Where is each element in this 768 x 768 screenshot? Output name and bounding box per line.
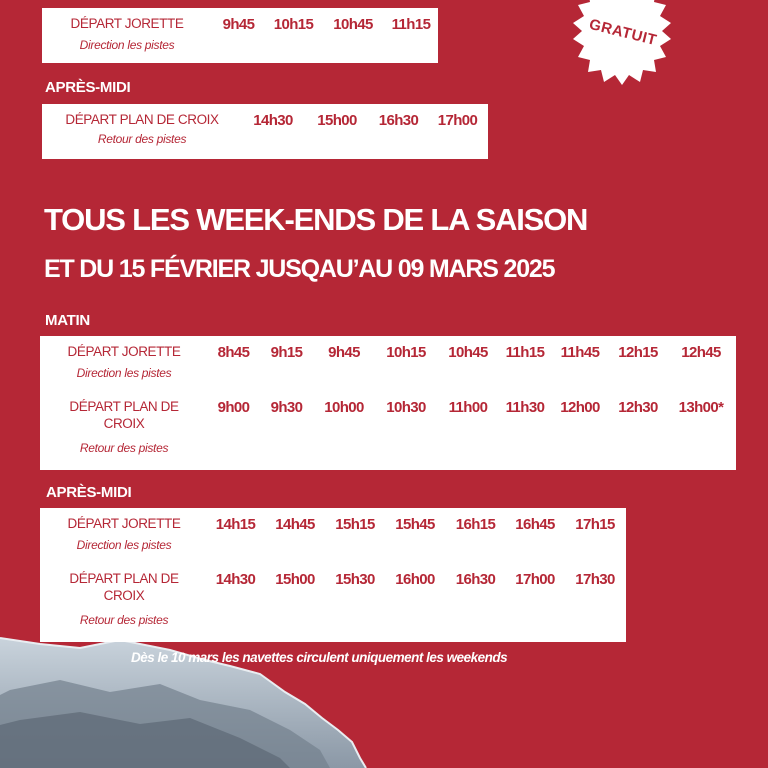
row-label-text: DÉPART JORETTE xyxy=(67,516,181,531)
row-label-text: DÉPART PLAN DE CROIX xyxy=(65,112,219,127)
table-row xyxy=(44,106,486,157)
time-cell: 10h00 xyxy=(314,393,374,468)
time-cell: 9h45 xyxy=(314,338,374,391)
time-cell: 14h15 xyxy=(208,510,263,563)
apres-midi-table xyxy=(40,508,626,642)
time-cell: 14h30 xyxy=(242,106,304,157)
table-row xyxy=(42,510,624,563)
time-cell: 11h15 xyxy=(386,10,436,61)
table-row xyxy=(42,565,624,640)
time-cell: 10h45 xyxy=(438,338,498,391)
time-cell: 17h15 xyxy=(566,510,624,563)
time-cell: 15h45 xyxy=(385,510,445,563)
time-cell: 15h00 xyxy=(265,565,325,640)
apres-midi-title: APRÈS-MIDI xyxy=(46,484,132,501)
time-cell: 14h45 xyxy=(265,510,325,563)
gratuit-label: GRATUIT xyxy=(587,15,659,50)
table-row xyxy=(42,338,734,391)
time-cell: 8h45 xyxy=(208,338,259,391)
time-cell: 10h15 xyxy=(376,338,436,391)
time-cell: 15h30 xyxy=(327,565,383,640)
time-cell: 16h45 xyxy=(506,510,564,563)
row-label-jorette xyxy=(44,10,210,61)
time-cell: 11h30 xyxy=(500,393,550,468)
time-cell: 12h00 xyxy=(552,393,608,468)
row-label-text: DÉPART PLAN DE CROIX xyxy=(69,571,179,603)
time-cell: 16h30 xyxy=(447,565,504,640)
matin-table xyxy=(40,336,736,470)
top-afternoon-title: APRÈS-MIDI xyxy=(45,79,131,96)
row-sublabel-text: Direction les pistes xyxy=(76,538,172,552)
row-label-plan-de-croix xyxy=(42,393,206,468)
time-cell: 9h45 xyxy=(212,10,265,61)
row-label-plan-de-croix xyxy=(42,565,206,640)
row-sublabel-text: Retour des pistes xyxy=(79,613,169,627)
time-cell: 16h30 xyxy=(370,106,427,157)
top-afternoon-table xyxy=(42,104,488,159)
time-cell: 11h15 xyxy=(500,338,550,391)
time-cell: 17h00 xyxy=(506,565,564,640)
headline-line1: TOUS LES WEEK-ENDS DE LA SAISON xyxy=(44,202,588,237)
time-cell: 13h00* xyxy=(668,393,734,468)
row-label-text: DÉPART JORETTE xyxy=(70,16,184,31)
time-cell: 14h30 xyxy=(208,565,263,640)
time-cell: 12h15 xyxy=(610,338,666,391)
time-cell: 10h45 xyxy=(322,10,384,61)
time-cell: 11h00 xyxy=(438,393,498,468)
time-cell: 9h30 xyxy=(261,393,312,468)
row-sublabel-text: Retour des pistes xyxy=(97,132,187,146)
time-cell: 12h30 xyxy=(610,393,666,468)
row-sublabel-text: Direction les pistes xyxy=(76,366,172,380)
time-cell: 17h00 xyxy=(429,106,486,157)
row-label-jorette xyxy=(42,510,206,563)
row-label-text: DÉPART PLAN DE CROIX xyxy=(69,399,179,431)
row-label-text: DÉPART JORETTE xyxy=(67,344,181,359)
row-label-plan-de-croix xyxy=(44,106,240,157)
top-morning-table xyxy=(42,8,438,63)
headline-line2: ET DU 15 FÉVRIER JUSQAU’AU 09 MARS 2025 xyxy=(44,255,555,283)
row-sublabel-text: Retour des pistes xyxy=(79,441,169,455)
time-cell: 9h00 xyxy=(208,393,259,468)
time-cell: 11h45 xyxy=(552,338,608,391)
time-cell: 10h30 xyxy=(376,393,436,468)
table-row xyxy=(44,10,436,61)
matin-title: MATIN xyxy=(45,312,90,329)
time-cell: 15h00 xyxy=(306,106,368,157)
time-cell: 16h15 xyxy=(447,510,504,563)
footnote: Dès le 10 mars les navettes circulent uniquement les weekends xyxy=(131,650,508,665)
time-cell: 10h15 xyxy=(267,10,320,61)
row-sublabel-text: Direction les pistes xyxy=(79,38,175,52)
time-cell: 15h15 xyxy=(327,510,383,563)
row-label-jorette xyxy=(42,338,206,391)
time-cell: 9h15 xyxy=(261,338,312,391)
time-cell: 17h30 xyxy=(566,565,624,640)
table-row xyxy=(42,393,734,468)
time-cell: 12h45 xyxy=(668,338,734,391)
time-cell: 16h00 xyxy=(385,565,445,640)
